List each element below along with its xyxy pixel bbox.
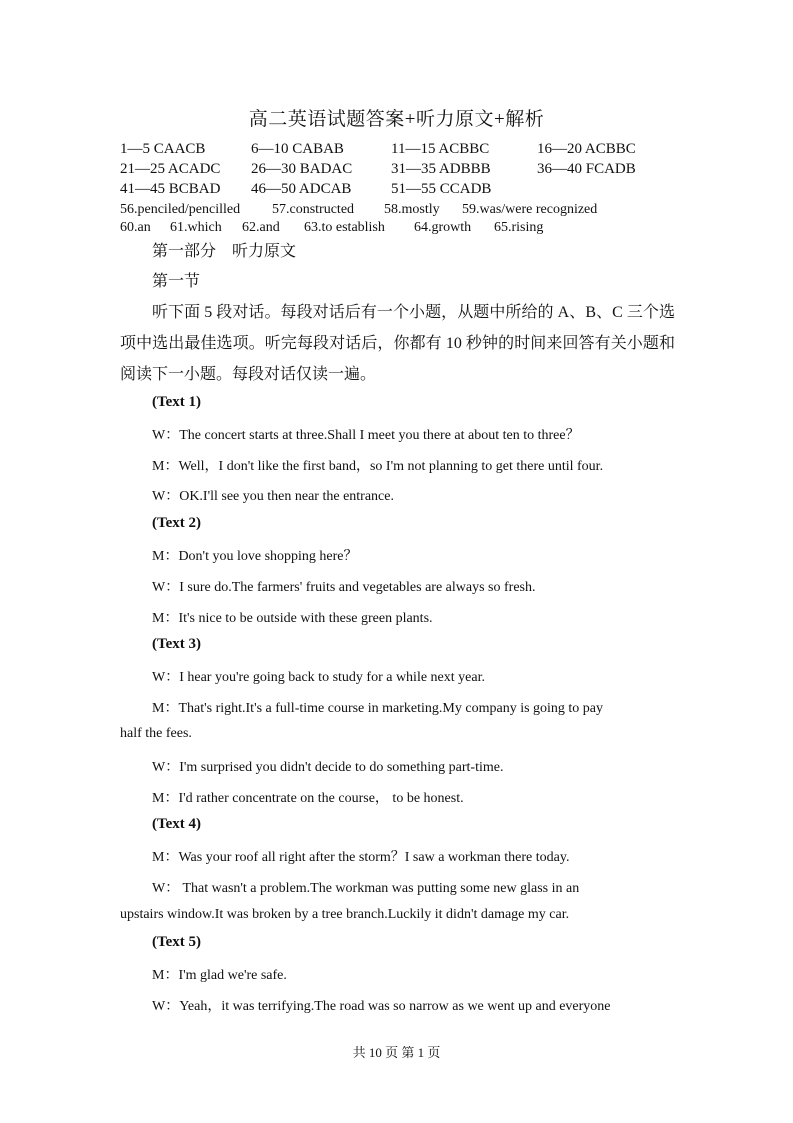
dialogue-line: W：I hear you're going back to study for a while next year. — [152, 670, 485, 685]
dialogue-line: W：The concert starts at three.Shall I meet you there at about ten to three？ — [152, 428, 580, 443]
dialogue-line: W：I'm surprised you didn't decide to do something part-time. — [152, 760, 504, 775]
answer-item: 58.mostly — [384, 202, 440, 217]
answer-group: 26—30 BADAC — [251, 161, 353, 177]
part-heading: 第一部分 听力原文 — [152, 243, 297, 260]
page-footer: 共 10 页 第 1 页 — [352, 1045, 441, 1060]
instructions-paragraph: 听下面 5 段对话。每段对话后有一个小题，从题中所给的 A、B、C 三个选项中选出最佳选项。听完每段对话后，你都有 10 秒钟的时间来回答有关小题和阅读下一小题。每段对话仅读一遍。 — [120, 304, 675, 383]
section-heading: 第一节 — [152, 273, 201, 290]
answer-group: 51—55 CCADB — [391, 181, 492, 197]
text-label: (Text 4) — [152, 816, 202, 832]
answer-group: 16—20 ACBBC — [537, 141, 636, 157]
dialogue-line: W：Yeah，it was terrifying.The road was so narrow as we went up and everyone — [152, 999, 611, 1014]
answer-item: 56.penciled/pencilled — [120, 202, 241, 217]
answer-group: 6—10 CABAB — [251, 141, 344, 157]
answer-item: 64.growth — [414, 220, 472, 235]
dialogue-line: M：I'm glad we're safe. — [152, 968, 287, 983]
answer-item: 59.was/were recognized — [462, 202, 598, 217]
document-title: 高二英语试题答案+听力原文+解析 — [248, 109, 545, 130]
dialogue-line: M：I'd rather concentrate on the course， to be honest. — [152, 791, 464, 806]
answer-group: 21—25 ACADC — [120, 161, 221, 177]
text-label: (Text 2) — [152, 515, 202, 531]
answer-item: 65.rising — [494, 220, 544, 235]
answer-group: 46—50 ADCAB — [251, 181, 352, 197]
dialogue-line: W：I sure do.The farmers' fruits and vegetables are always so fresh. — [152, 580, 536, 595]
answer-item: 60.an — [120, 220, 151, 235]
answer-group: 1—5 CAACB — [120, 141, 206, 157]
dialogue-line-continued: upstairs window.It was broken by a tree branch.Luckily it didn't damage my car. — [120, 907, 570, 922]
answer-item: 57.constructed — [272, 202, 355, 217]
text-label: (Text 5) — [152, 934, 202, 950]
dialogue-line: M：Well，I don't like the first band，so I'm not planning to get there until four. — [152, 459, 604, 474]
text-label: (Text 1) — [152, 394, 202, 410]
answer-group: 11—15 ACBBC — [391, 141, 490, 157]
dialogue-line: M：Was your roof all right after the storm？I saw a workman there today. — [152, 850, 570, 865]
answer-item: 62.and — [242, 220, 280, 235]
answer-group: 31—35 ADBBB — [391, 161, 491, 177]
text-label: (Text 3) — [152, 636, 202, 652]
dialogue-line: M：That's right.It's a full-time course in marketing.My company is going to pay — [152, 701, 604, 716]
answer-item: 63.to establish — [304, 220, 385, 235]
dialogue-line-continued: half the fees. — [120, 726, 192, 741]
dialogue-line: M：It's nice to be outside with these green plants. — [152, 611, 433, 626]
dialogue-line: W： That wasn't a problem.The workman was putting some new glass in an — [152, 881, 580, 896]
answer-group: 41—45 BCBAD — [120, 181, 221, 197]
dialogue-line: W：OK.I'll see you then near the entrance. — [152, 489, 394, 504]
answer-item: 61.which — [170, 220, 222, 235]
dialogue-line: M：Don't you love shopping here？ — [152, 549, 358, 564]
answer-group: 36—40 FCADB — [537, 161, 636, 177]
